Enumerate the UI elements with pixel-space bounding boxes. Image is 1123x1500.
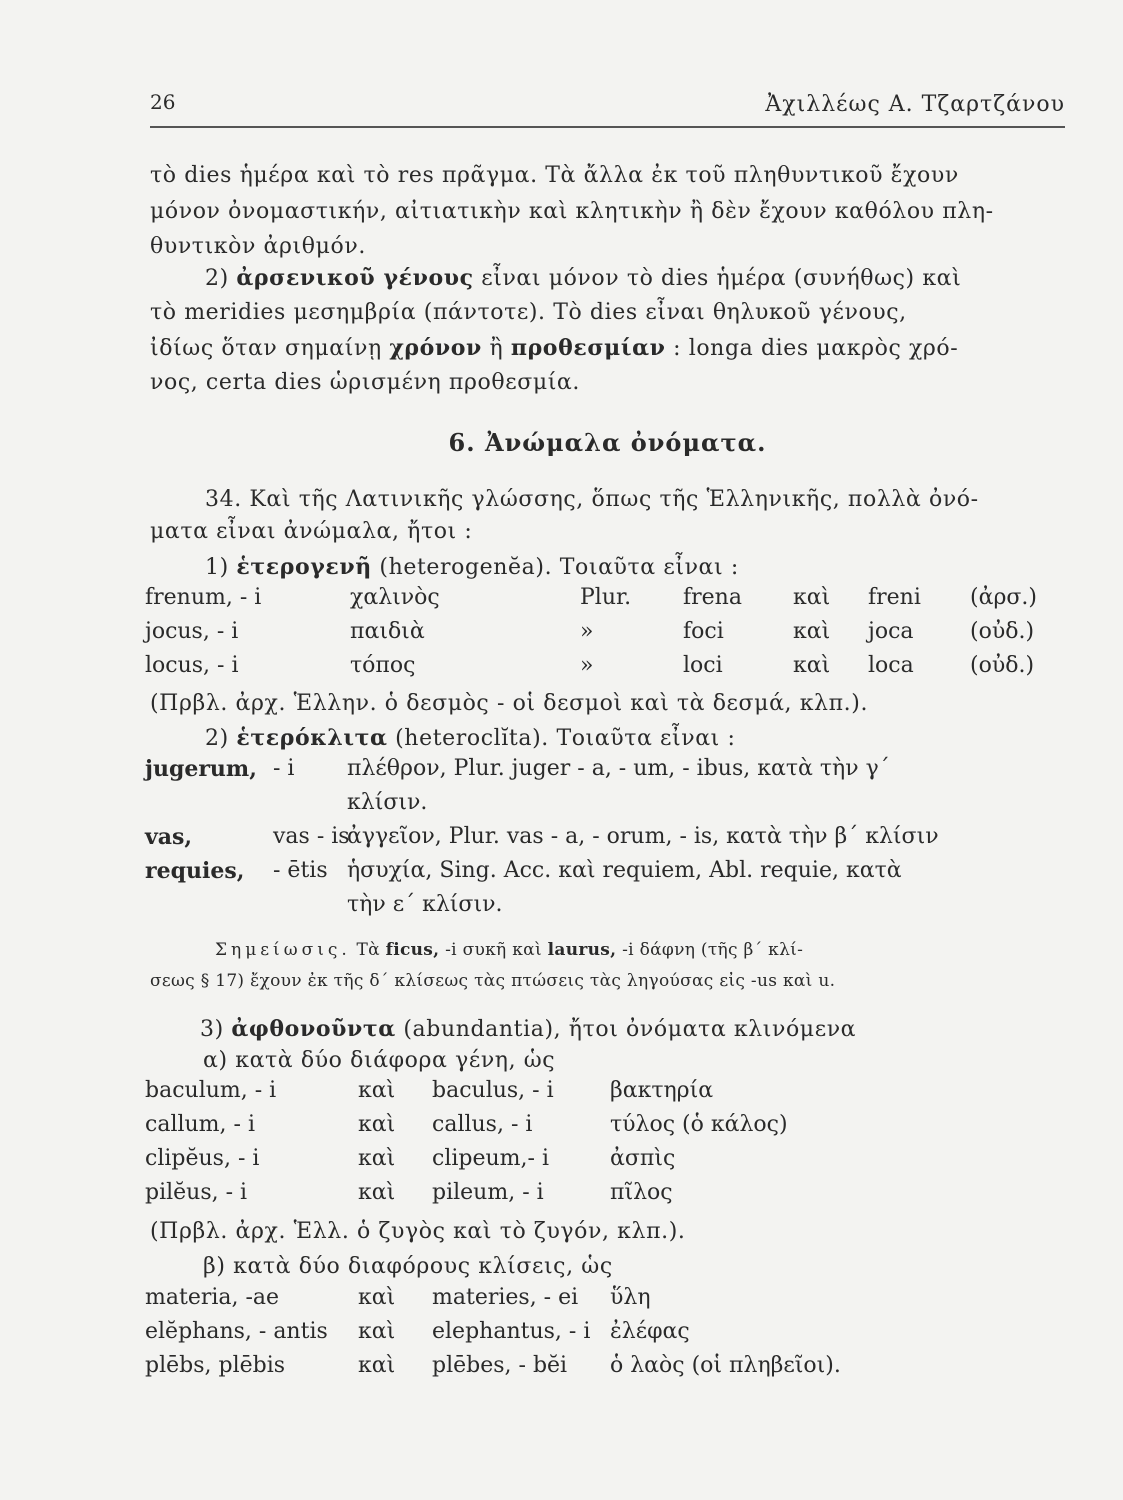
greek-meaning: ἀσπὶς [610,1146,676,1171]
latin-word: jocus, - i [145,619,239,644]
latin-word: plēbs, plēbis [145,1353,286,1378]
greek-meaning: χαλινὸς [350,585,440,610]
page-header [150,90,1065,128]
conjunction: καὶ [358,1319,396,1344]
text-line: μόνον ὀνομαστικήν, αἰτιατικὴν καὶ κλητικὴν ἢ δὲν ἔχουν καθόλου πλη- [150,199,994,224]
note-label: Σημείωσις. [215,940,351,960]
table-row [145,1319,1065,1351]
footnote-line: σεως § 17) ἔχουν ἐκ τῆς δ΄ κλίσεως τὰς πτώσεις τὰς ληγούσας εἰς -us καὶ u. [150,971,836,991]
table-row [145,790,1065,822]
latin-variant: clipeum,- i [432,1146,549,1171]
conjunction: καὶ [793,585,831,610]
definition: τὴν ε΄ κλίσιν. [347,892,503,917]
table-row [145,585,1065,617]
gender-label: (οὐδ.) [970,619,1035,644]
latin-variant: callus, - i [432,1112,533,1137]
conjunction: καὶ [358,1180,396,1205]
greek-meaning: πῖλος [610,1180,673,1205]
text-fragment: (heteroclĭta). Τοιαῦτα εἶναι : [387,726,736,751]
plural-form: loca [868,653,914,678]
text-fragment: Τὰ [350,940,386,960]
list-item-heading [205,722,1065,755]
greek-meaning: ὕλη [610,1285,651,1310]
conjunction: καὶ [358,1146,396,1171]
gender-label: (ἀρσ.) [970,585,1037,610]
latin-word: clipĕus, - i [145,1146,260,1171]
plural-form: freni [868,585,921,610]
definition: ἡσυχία, Sing. Acc. καὶ requiem, Abl. requie, κατὰ [347,858,902,883]
genitive-ending: - i [273,756,295,781]
greek-meaning: τύλος (ὁ κάλος) [610,1112,788,1137]
plural-label: Plur. [580,585,632,610]
comparison-note: (Πρβλ. ἀρχ. Ἑλλ. ὁ ζυγὸς καὶ τὸ ζυγόν, κλπ.). [150,1219,686,1244]
paragraph-line [205,262,1065,295]
table-row [145,1353,1065,1385]
table-row [145,858,1065,890]
definition: ἀγγεῖον, Plur. vas - a, - orum, - is, κατὰ τὴν β΄ κλίσιν [347,824,939,849]
text-line: νος, certa dies ὡρισμένη προθεσμία. [150,370,580,395]
paragraph-line [150,332,1065,365]
item-number: 3) [200,1017,232,1042]
conjunction: καὶ [793,653,831,678]
comparison-note: (Πρβλ. ἀρχ. Ἑλλην. ὁ δεσμὸς - οἱ δεσμοὶ καὶ τὰ δεσμά, κλπ.). [150,691,869,716]
plural-form: joca [868,619,914,644]
genitive-ending: vas - is [273,824,350,849]
text-line: θυντικὸν ἀριθμόν. [150,234,366,259]
bold-term: ἀρσενικοῦ γένους [236,265,474,291]
genitive-ending: - ētis [273,858,328,883]
latin-word: elĕphans, - antis [145,1319,328,1344]
text-fragment: (heterogenĕa). Τοιαῦτα εἶναι : [371,555,739,580]
plural-label: » [580,619,594,644]
plural-form: loci [683,653,723,678]
greek-meaning: παιδιὰ [350,619,425,644]
definition: κλίσιν. [347,790,428,815]
bold-term: laurus, [547,940,617,960]
text-fragment: ἰδίως ὅταν σημαίνῃ [150,336,390,361]
latin-word: baculum, - i [145,1078,277,1103]
section-title: 6. Ἀνώμαλα ὀνόματα. [448,428,767,457]
plural-label: » [580,653,594,678]
text-line: 34. Καὶ τῆς Λατινικῆς γλώσσης, ὅπως τῆς Ἑλληνικῆς, πολλὰ ὀνό- [205,487,979,512]
latin-word: locus, - i [145,653,239,678]
sub-heading: α) κατὰ δύο διάφορα γένη, ὡς [203,1048,556,1073]
latin-word: callum, - i [145,1112,255,1137]
table-row [145,1180,1065,1212]
table-row [145,756,1065,788]
headword: jugerum, [145,756,257,782]
table-row [145,653,1065,685]
table-row [145,824,1065,856]
list-item-heading [205,551,1065,584]
item-number: 2) [205,726,237,751]
greek-meaning: βακτηρία [610,1078,714,1103]
bold-term: ficus, [385,940,440,960]
page-number: 26 [150,90,176,114]
conjunction: καὶ [358,1353,396,1378]
table-row [145,619,1065,651]
text-fragment: -i δάφνη (τῆς β΄ κλί- [616,940,804,960]
conjunction: καὶ [358,1285,396,1310]
sub-heading: β) κατὰ δύο διαφόρους κλίσεις, ὡς [203,1254,613,1279]
text-line: τὸ meridies μεσημβρία (πάντοτε). Τὸ dies εἶναι θηλυκοῦ γένους, [150,300,907,325]
table-row [145,892,1065,924]
latin-variant: pileum, - i [432,1180,544,1205]
plural-form: foci [683,619,724,644]
greek-meaning: ὁ λαὸς (οἱ πληβεῖοι). [610,1353,841,1378]
text-line: ματα εἶναι ἀνώμαλα, ἤτοι : [150,519,473,544]
text-fragment: εἶναι μόνον τὸ dies ἡμέρα (συνήθως) καὶ [473,266,962,291]
table-row [145,1146,1065,1178]
text-fragment: ἢ [481,336,511,361]
item-number: 1) [205,555,237,580]
latin-word: materia, -ae [145,1285,280,1310]
text-fragment: (abundantia), ἤτοι ὀνόματα κλινόμενα [395,1017,857,1042]
table-row [145,1285,1065,1317]
text-fragment: : longa dies μακρὸς χρό- [665,336,959,361]
bold-term: χρόνον [389,335,482,361]
text-line: τὸ dies ἡμέρα καὶ τὸ res πρᾶγμα. Τὰ ἄλλα ἐκ τοῦ πληθυντικοῦ ἔχουν [150,163,959,188]
list-item-heading [200,1013,1065,1046]
table-row [145,1112,1065,1144]
greek-meaning: ἐλέφας [610,1319,690,1344]
conjunction: καὶ [358,1078,396,1103]
gender-label: (οὐδ.) [970,653,1035,678]
headword: requies, [145,858,245,884]
bold-term: ἀφθονοῦντα [231,1016,396,1042]
conjunction: καὶ [358,1112,396,1137]
latin-variant: baculus, - i [432,1078,554,1103]
bold-term: ἑτερογενῆ [236,554,372,580]
bold-term: προθεσμίαν [510,335,666,361]
table-row [145,1078,1065,1110]
running-title: Ἀχιλλέως Α. Τζαρτζάνου [765,92,1065,117]
bold-term: ἑτερόκλιτα [236,725,388,751]
text-fragment: -i συκῆ καὶ [439,940,548,960]
latin-variant: plēbes, - bĕi [432,1353,568,1378]
item-number: 2) [205,266,237,291]
conjunction: καὶ [793,619,831,644]
definition: πλέθρον, Plur. juger - a, - um, - ibus, κατὰ τὴν γ΄ [347,756,890,781]
greek-meaning: τόπος [350,653,416,678]
footnote-line [215,935,1065,965]
headword: vas, [145,824,193,850]
latin-word: frenum, - i [145,585,262,610]
latin-word: pilĕus, - i [145,1180,248,1205]
plural-form: frena [683,585,742,610]
latin-variant: elephantus, - i [432,1319,591,1344]
latin-variant: materies, - ei [432,1285,579,1310]
